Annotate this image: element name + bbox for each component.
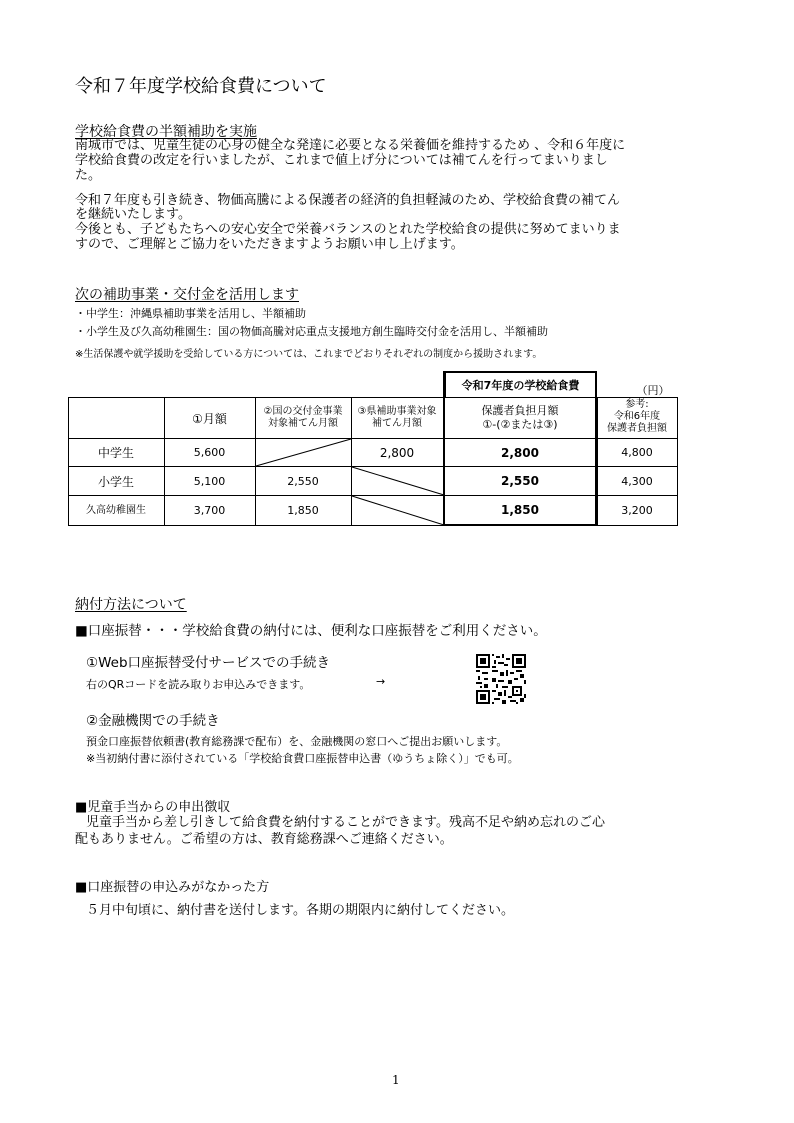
cell-reference: 3,200 [621, 504, 653, 517]
subsidy-line: 令和７年度も引き続き、物価高騰による保護者の経済的負担軽減のため、学校給食費の補てん [75, 193, 620, 208]
bank-transfer-heading: ■口座振替・・・学校給食費の納付には、便利な口座振替をご利用ください。 [75, 623, 547, 639]
no-transfer-heading: ■口座振替の申込みがなかった方 [75, 880, 270, 895]
col-header-prefectural: ③県補助事業対象 補てん月額 [357, 406, 437, 429]
section-heading-programs: 次の補助事業・交付金を活用します [75, 287, 299, 303]
bank-procedure-heading: ②金融機関での手続き [86, 713, 220, 729]
cell-monthly: 5,600 [193, 446, 226, 459]
cell-national: 2,550 [287, 474, 319, 488]
web-transfer-heading: ①Web口座振替受付サービスでの手続き [86, 655, 331, 671]
arrow-right-icon: → [376, 675, 386, 688]
cell-burden: 2,800 [501, 445, 539, 460]
subsidy-line: 学校給食費の改定を行いましたが、これまで値上げ分については補てんを行ってまいりまし [75, 153, 608, 168]
bank-procedure-line: 預金口座振替依頼書(教育総務課で配布）を、金融機関の窓口へご提出お願いします。 [86, 735, 508, 748]
program-bullet: ・中学生：沖縄県補助事業を活用し、半額補助 [75, 307, 306, 320]
bank-procedure-line: ※当初納付書に添付されている「学校給食費口座振替申込書（ゆうちょ除く）」でも可。 [86, 752, 519, 765]
row-label-junior-high: 中学生 [97, 446, 134, 460]
qr-code[interactable] [476, 654, 526, 704]
welfare-note: ※生活保護や就学援助を受給している方については、これまでどおりそれぞれの制度から援助されます。 [75, 349, 543, 360]
col-header-burden: 保護者負担月額 ①-(②または③) [481, 404, 559, 431]
cell-burden: 2,550 [501, 474, 539, 488]
child-allowance-line: 配もありません。ご希望の方は、教育総務課へご連絡ください。 [75, 832, 453, 847]
col-header-monthly: ①月額 [192, 411, 227, 426]
cell-reference: 4,800 [621, 446, 653, 459]
cell-monthly: 5,100 [193, 474, 226, 488]
cell-reference: 4,300 [621, 474, 653, 488]
subsidy-line: すので、ご理解とご協力をいただきますようお願い申し上げます。 [75, 237, 464, 252]
subsidy-line: 南城市では、児童生徒の心身の健全な発達に必要となる栄養価を維持するため 、令和６年度に [75, 138, 626, 153]
program-bullet: ・小学生及び久高幼稚園生：国の物価高騰対応重点支援地方創生臨時交付金を活用し、半額補助 [75, 325, 548, 338]
table-highlight-header: 令和7年度の学校給食費 [444, 371, 597, 397]
section-heading-payment: 納付方法について [75, 597, 187, 613]
cell-burden: 1,850 [501, 503, 539, 517]
col-header-national: ②国の交付金事業 対象補てん月額 [263, 406, 343, 429]
row-label-kindergarten: 久高幼稚園生 [86, 504, 146, 516]
lunch-fee-table [68, 371, 678, 526]
cell-prefectural: 2,800 [379, 445, 415, 460]
no-transfer-text: ５月中旬頃に、納付書を送付します。各期の期限内に納付してください。 [86, 903, 514, 918]
subsidy-line: た。 [75, 168, 102, 183]
section-heading-subsidy: 学校給食費の半額補助を実施 [75, 124, 257, 140]
child-allowance-heading: ■児童手当からの申出徴収 [75, 800, 231, 815]
page-number: 1 [392, 1073, 400, 1087]
col-header-reference: 参考: 令和6年度 保護者負担額 [607, 399, 667, 434]
cell-monthly: 3,700 [193, 504, 226, 517]
table-unit: （円） [636, 384, 670, 397]
page-title: 令和７年度学校給食費について [75, 76, 327, 97]
row-label-elementary: 小学生 [97, 474, 134, 489]
cell-national: 1,850 [287, 504, 319, 517]
web-transfer-text: 右のQRコードを読み取りお申込みできます。 [86, 678, 311, 691]
child-allowance-line: 児童手当から差し引きして給食費を納付することができます。残高不足や納め忘れのご心 [86, 815, 605, 830]
subsidy-line: 今後とも、子どもたちへの安心安全で栄養バランスのとれた学校給食の提供に努めてまいりま [75, 222, 621, 237]
subsidy-line: を継続いたします。 [75, 207, 191, 222]
